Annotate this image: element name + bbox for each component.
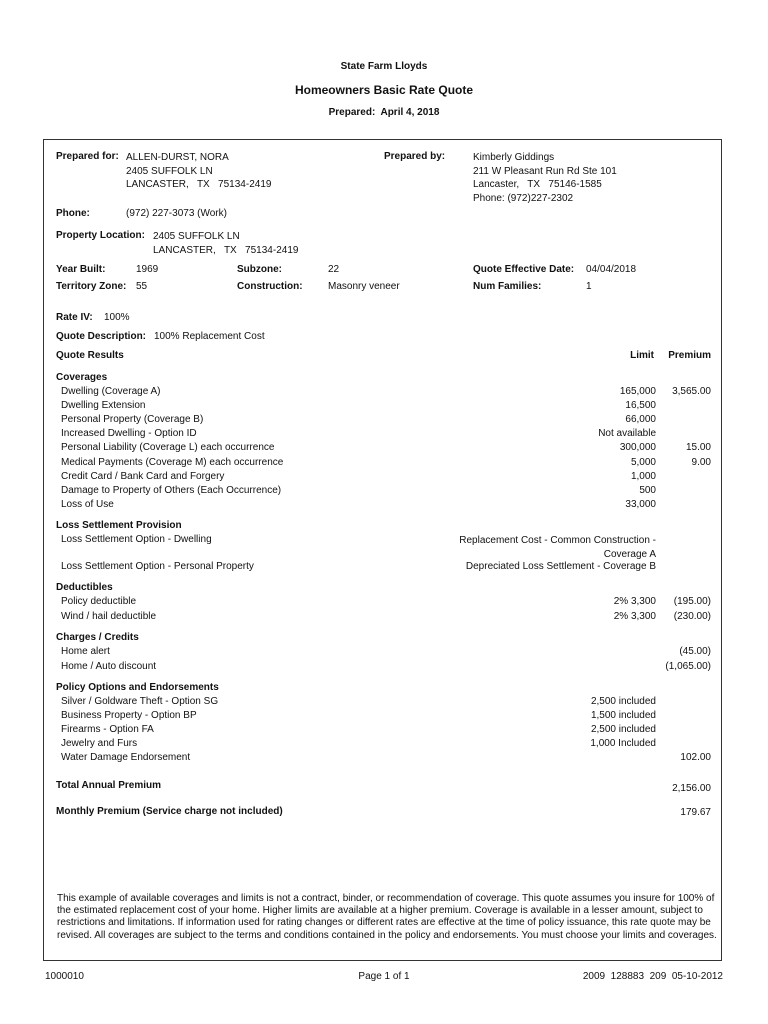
item-premium: (1,065.00) xyxy=(665,660,711,672)
item-limit: 5,000 xyxy=(630,456,656,468)
quote-description-label: Quote Description: xyxy=(56,331,147,342)
property-location-block xyxy=(153,230,298,257)
item-name: Firearms - Option FA xyxy=(61,724,154,736)
item-name: Jewelry and Furs xyxy=(61,738,138,750)
phone-value: (972) 227-3073 (Work) xyxy=(126,208,227,219)
total-annual-premium-value: 2,156.00 xyxy=(672,783,711,794)
subzone-label: Subzone: xyxy=(237,264,282,275)
coverages-title: Coverages xyxy=(56,372,108,383)
prepared-for-name: ALLEN-DURST, NORA xyxy=(126,152,229,163)
property-location-label: Property Location: xyxy=(56,230,145,241)
item-limit: 300,000 xyxy=(619,442,656,454)
item-premium: 3,565.00 xyxy=(672,386,711,397)
item-name: Wind / hail deductible xyxy=(61,610,157,622)
item-premium: (195.00) xyxy=(673,596,711,607)
item-limit: 2,500 included xyxy=(590,696,656,707)
total-annual-premium-label: Total Annual Premium xyxy=(56,780,162,791)
loss-settlement-value-line1: Replacement Cost - Common Construction - xyxy=(459,535,656,546)
construction-value: Masonry veneer xyxy=(328,281,400,292)
item-limit: 500 xyxy=(639,484,656,496)
form-number: 1000010 xyxy=(45,971,84,982)
charges-credits-title: Charges / Credits xyxy=(56,632,139,643)
page-number: Page 1 of 1 xyxy=(358,971,410,982)
item-premium: (230.00) xyxy=(673,610,711,622)
quote-description-value: 100% Replacement Cost xyxy=(154,331,265,342)
item-limit: 165,000 xyxy=(619,386,656,397)
prepared-for-address1: 2405 SUFFOLK LN xyxy=(126,165,213,177)
item-limit: 33,000 xyxy=(625,498,656,510)
item-name: Damage to Property of Others (Each Occurrence) xyxy=(61,484,282,496)
item-name: Silver / Goldware Theft - Option SG xyxy=(61,696,219,707)
company-name: State Farm Lloyds xyxy=(340,61,428,72)
item-name: Personal Property (Coverage B) xyxy=(61,414,204,426)
item-limit: 66,000 xyxy=(625,414,656,426)
loss-settlement-item: Loss Settlement Option - Dwelling xyxy=(61,534,212,545)
premium-column-header: Premium xyxy=(668,350,711,361)
item-name: Dwelling (Coverage A) xyxy=(61,386,161,397)
phone-label: Phone: xyxy=(56,208,90,219)
item-name: Medical Payments (Coverage M) each occurrence xyxy=(61,456,284,468)
prepared-date-line xyxy=(0,107,768,118)
item-name: Business Property - Option BP xyxy=(61,710,197,722)
deductibles-title: Deductibles xyxy=(56,582,113,593)
year-built-value: 1969 xyxy=(136,264,159,275)
loss-settlement-value-line2: Coverage A xyxy=(603,548,656,560)
item-limit: 2% 3,300 xyxy=(613,610,656,622)
item-limit: 1,000 xyxy=(630,470,656,482)
item-name: Dwelling Extension xyxy=(61,400,146,412)
item-limit: 2,500 included xyxy=(590,724,656,736)
item-premium: 9.00 xyxy=(691,456,711,468)
item-limit: 1,500 included xyxy=(590,710,656,722)
item-name: Credit Card / Bank Card and Forgery xyxy=(61,470,225,482)
loss-settlement-value: Depreciated Loss Settlement - Coverage B xyxy=(465,561,656,572)
quote-results-label: Quote Results xyxy=(56,350,124,361)
territory-zone-value: 55 xyxy=(136,281,148,292)
rate-iv-label: Rate IV: xyxy=(56,312,93,323)
monthly-premium-label: Monthly Premium (Service charge not included) xyxy=(56,806,283,817)
property-address1: 2405 SUFFOLK LN xyxy=(153,231,240,242)
effective-date-value: 04/04/2018 xyxy=(586,264,637,275)
monthly-premium-value: 179.67 xyxy=(680,807,711,818)
loss-settlement-value xyxy=(459,534,656,561)
prepared-label: Prepared: xyxy=(328,107,376,118)
item-name: Loss of Use xyxy=(61,498,114,510)
disclaimer-text: This example of available coverages and limits is not a contract, binder, or recommendation of coverage. This quote assumes you insure for 100% of the estimated replacement cost of your home. Higher limits are available at a higher premium. Coverage is available in a lesser amount, subject to restrictions and limitations. If information used for rating changes or different rates are effective at the time of policy issuance, this rate quote may be revised. All coverages are subject to the terms and conditions contained in the policy and endorsements. You must choose your limits and coverages. xyxy=(57,893,717,941)
num-families-value: 1 xyxy=(586,281,592,292)
item-limit: 1,000 Included xyxy=(590,738,656,750)
effective-date-label: Quote Effective Date: xyxy=(473,264,575,275)
prepared-for-block xyxy=(126,151,271,192)
item-premium: (45.00) xyxy=(679,646,711,657)
policy-options-title: Policy Options and Endorsements xyxy=(56,682,219,693)
year-built-label: Year Built: xyxy=(56,264,106,275)
prepared-date: April 4, 2018 xyxy=(380,107,440,118)
agent-name: Kimberly Giddings xyxy=(473,152,555,163)
item-name: Water Damage Endorsement xyxy=(61,752,191,764)
construction-label: Construction: xyxy=(237,281,303,292)
agent-phone: Phone: (972)227-2302 xyxy=(473,192,574,204)
item-name: Home alert xyxy=(61,646,110,657)
limit-column-header: Limit xyxy=(630,350,654,361)
num-families-label: Num Families: xyxy=(473,281,542,292)
document-title: Homeowners Basic Rate Quote xyxy=(294,83,474,97)
item-name: Home / Auto discount xyxy=(61,660,157,672)
agent-address2: Lancaster, TX 75146-1585 xyxy=(473,179,602,190)
property-address2: LANCASTER, TX 75134-2419 xyxy=(153,244,299,256)
loss-settlement-title: Loss Settlement Provision xyxy=(56,520,182,531)
loss-settlement-item: Loss Settlement Option - Personal Property xyxy=(61,561,254,572)
prepared-for-address2: LANCASTER, TX 75134-2419 xyxy=(126,179,272,190)
territory-zone-label: Territory Zone: xyxy=(56,281,127,292)
prepared-by-block xyxy=(473,151,617,205)
prepared-by-label: Prepared by: xyxy=(384,151,446,162)
footer-code: 2009 128883 209 05-10-2012 xyxy=(582,971,723,982)
agent-address1: 211 W Pleasant Run Rd Ste 101 xyxy=(473,165,617,177)
item-limit: Not available xyxy=(598,428,656,440)
item-name: Policy deductible xyxy=(61,596,137,607)
prepared-for-label: Prepared for: xyxy=(56,151,119,162)
item-limit: 16,500 xyxy=(625,400,656,412)
subzone-value: 22 xyxy=(328,264,340,275)
rate-iv-value: 100% xyxy=(104,312,130,323)
item-limit: 2% 3,300 xyxy=(613,596,656,607)
item-name: Personal Liability (Coverage L) each occurrence xyxy=(61,442,275,454)
item-premium: 15.00 xyxy=(685,442,711,454)
item-name: Increased Dwelling - Option ID xyxy=(61,428,197,440)
item-premium: 102.00 xyxy=(680,752,711,764)
